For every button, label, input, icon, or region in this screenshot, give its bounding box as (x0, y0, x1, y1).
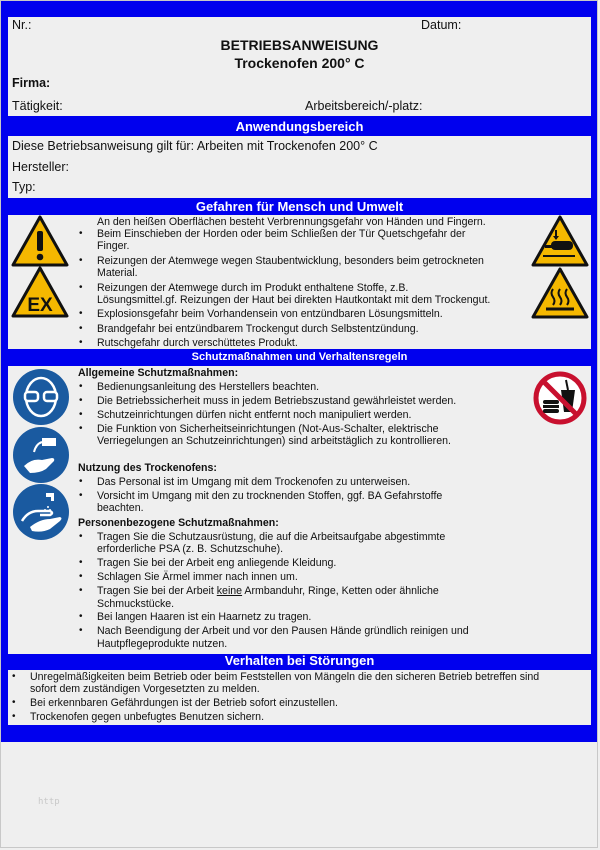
wash-hands-icon (12, 483, 70, 541)
page-title: BETRIEBSANWEISUNG (220, 37, 379, 53)
nutzung-list (75, 476, 525, 515)
nr-label: Nr.: (12, 18, 32, 32)
jewelry-emphasis: keine (216, 585, 243, 598)
page-subtitle: Trockenofen 200° C (234, 55, 365, 71)
stoerungen-panel (8, 670, 591, 725)
person-line: erforderliche PSA (z. B. Schutzschuhe). (97, 543, 284, 556)
person-item (75, 557, 535, 569)
person-line: Tragen Sie die Schutzausrüstung, die auf die Arbeitsaufgabe abgestimmte (97, 531, 446, 543)
svg-text:EX: EX (27, 295, 53, 316)
allgemein-line: Die Betriebssicherheit muss in jedem Betriebszustand gewährleistet werden. (97, 394, 457, 407)
hazard-line: Reizungen der Atemwege wegen Staubentwicklung, besonders beim getrockneten (97, 254, 484, 267)
allgemein-title: Allgemeine Schutzmaßnahmen: (78, 367, 239, 379)
header-panel (8, 17, 591, 116)
allgemein-item (75, 409, 525, 421)
person-line: Nach Beendigung der Arbeit und vor den Pausen Hände gründlich reinigen und (97, 625, 469, 638)
hazard-item (75, 228, 535, 253)
stoerung-line: Trockenofen gegen unbefugtes Benutzen sichern. (30, 711, 265, 724)
stoerungen-list (8, 671, 591, 724)
eye-protection-icon (12, 368, 70, 426)
stoerung-item (8, 711, 591, 723)
hazard-item (75, 308, 535, 320)
hazard-item (75, 255, 535, 280)
allgemein-line: Die Funktion von Sicherheitseinrichtungen (Not-Aus-Schalter, elektrische (97, 422, 439, 435)
section-header-schutz: Schutzmaßnahmen und Verhaltensregeln (191, 351, 408, 363)
allgemein-line: Bedienungsanleitung des Herstellers beachten. (97, 381, 320, 393)
scope-text: Diese Betriebsanweisung gilt für: Arbeiten mit Trockenofen 200° C (12, 139, 378, 153)
stoerung-line: Unregelmäßigkeiten beim Betrieb oder beim Feststellen von Mängeln die den sicheren Betrieb betreffen sind (30, 671, 540, 683)
nutzung-line: Vorsicht im Umgang mit den zu trocknenden Stoffen, ggf. BA Gefahrstoffe (97, 489, 443, 502)
person-item (75, 611, 535, 623)
hazard-item (75, 282, 535, 307)
hersteller-label: Hersteller: (12, 160, 69, 174)
hazard-line: Reizungen der Atemwege durch im Produkt enthaltene Stoffe, z.B. (97, 281, 409, 294)
hazard-line: Finger. (97, 240, 130, 253)
taetigkeit-label: Tätigkeit: (12, 99, 63, 113)
nutzung-line: beachten. (97, 502, 144, 515)
person-item (75, 585, 535, 610)
explosion-ex-icon (11, 266, 69, 318)
person-item (75, 571, 535, 583)
allgemein-item (75, 423, 525, 448)
person-line: Hautpflegeprodukte nutzen. (97, 637, 228, 650)
allgemein-line: Verriegelungen an Schutzeinrichtungen) sind arbeitstäglich zu kontrollieren. (97, 435, 451, 448)
hand-cream-icon (12, 426, 70, 484)
gefahren-panel (8, 215, 591, 349)
person-line: Tragen Sie bei der Arbeit eng anliegende Kleidung. (97, 557, 337, 570)
hazard-line: Lösungsmittel.gf. Reizungen der Haut bei direkten Hautkontakt mit dem Trockengut. (97, 294, 491, 307)
person-line: Schlagen Sie Ärmel immer nach innen um. (97, 571, 298, 584)
arbeitsbereich-label: Arbeitsbereich/-platz: (305, 99, 423, 113)
section-header-anwendungsbereich: Anwendungsbereich (235, 119, 364, 134)
hazard-line: Brandgefahr bei entzündbarem Trockengut durch Selbstentzündung. (97, 322, 419, 335)
jewelry-line2: Schmuckstücke. (97, 597, 175, 610)
section-header-stoerungen: Verhalten bei Störungen (224, 653, 375, 668)
datum-label: Datum: (421, 18, 462, 32)
jewelry-text-before: Tragen Sie bei der Arbeit (97, 585, 217, 598)
hot-surface-icon (531, 267, 589, 319)
hazard-line: Beim Einschieben der Horden oder beim Schließen der Tür Quetschgefahr der (97, 228, 466, 240)
allgemein-item (75, 381, 525, 393)
hazard-item (75, 337, 535, 349)
hazard-list (75, 228, 535, 350)
stoerung-item (8, 671, 591, 696)
schutz-panel (8, 366, 591, 654)
allgemein-item (75, 395, 525, 407)
hand-crush-icon (531, 215, 589, 267)
anwendungsbereich-panel (8, 136, 591, 198)
person-title: Personenbezogene Schutzmaßnahmen: (78, 517, 279, 529)
hazard-intro: An den heißen Oberflächen besteht Verbrennungsgefahr von Händen und Fingern. (97, 216, 486, 228)
stoerung-item (8, 697, 591, 709)
watermark: http (38, 797, 60, 807)
person-list (75, 531, 535, 650)
person-line: Bei langen Haaren ist ein Haarnetz zu tragen. (97, 611, 312, 624)
nutzung-line: Das Personal ist im Umgang mit dem Trockenofen zu unterweisen. (97, 476, 411, 488)
stoerung-line: Bei erkennbaren Gefährdungen ist der Betrieb sofort einzustellen. (30, 697, 338, 710)
nutzung-item (75, 476, 525, 488)
allgemein-line: Schutzeinrichtungen dürfen nicht entfernt noch manipuliert werden. (97, 408, 412, 421)
section-header-gefahren: Gefahren für Mensch und Umwelt (195, 199, 404, 214)
warning-general-icon (11, 215, 69, 267)
firma-label: Firma: (12, 76, 51, 90)
hazard-line: Rutschgefahr durch verschüttetes Produkt. (97, 337, 298, 350)
stoerung-line: sofort dem zuständigen Vorgesetzten zu melden. (30, 683, 260, 696)
hazard-item (75, 323, 535, 335)
hazard-line: Explosionsgefahr beim Vorhandensein von entzündbaren Lösungsmitteln. (97, 308, 443, 321)
no-eating-drinking-icon (532, 370, 588, 426)
hazard-line: Material. (97, 267, 138, 280)
person-item (75, 625, 535, 650)
jewelry-text-after: Armbanduhr, Ringe, Ketten oder ähnliche (242, 585, 439, 598)
nutzung-item (75, 490, 525, 515)
nutzung-title: Nutzung des Trockenofens: (78, 462, 217, 474)
typ-label: Typ: (12, 180, 36, 194)
allgemein-list (75, 381, 525, 448)
person-item (75, 531, 535, 556)
